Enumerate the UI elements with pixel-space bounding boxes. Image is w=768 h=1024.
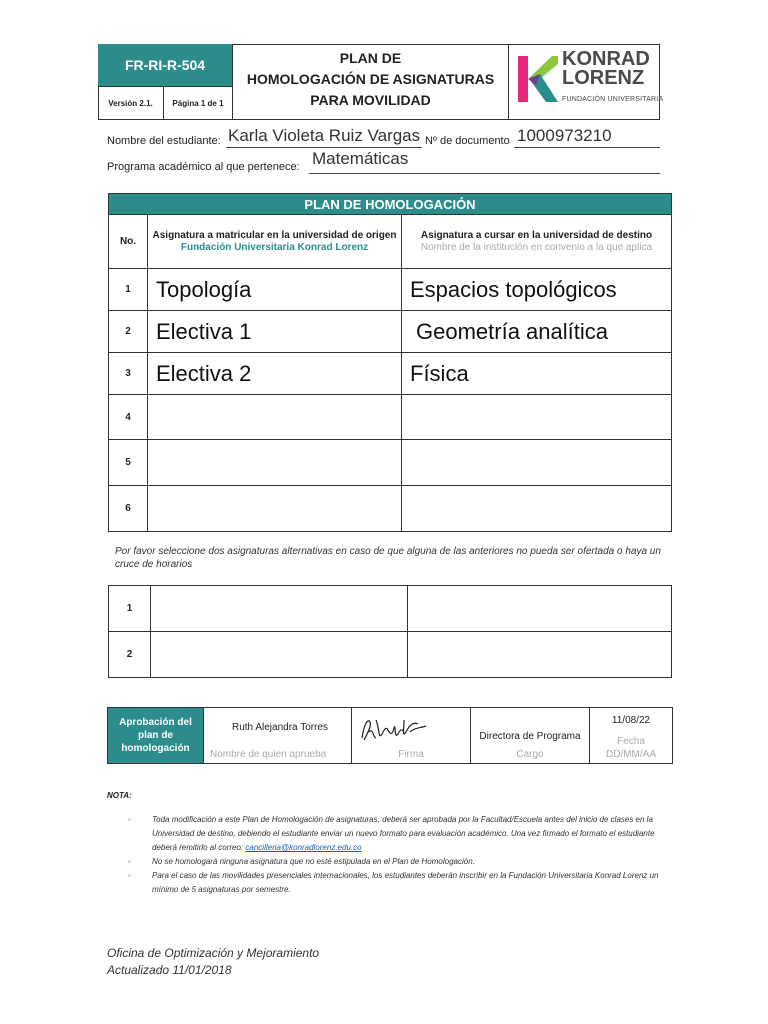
program-label: Programa académico al que pertenece: — [107, 161, 300, 173]
table-row — [109, 440, 672, 486]
plan-title: PLAN DE HOMOLOGACIÓN — [109, 194, 672, 215]
form-code: FR-RI-R-504 — [98, 44, 232, 86]
list-item: - Para el caso de las movilidades presenciales internacionales, los estudiantes deberán inscribir en la Fundación Universitaria Konrad Lorenz un mínimo de 5 asignaturas por semestre. — [128, 871, 659, 894]
table-row — [109, 632, 672, 678]
row-number: 4 — [109, 395, 148, 440]
date-value[interactable]: 11/08/22 — [611, 715, 651, 726]
date-cell — [590, 708, 673, 764]
table-row — [109, 269, 672, 311]
signature-cell — [352, 708, 471, 764]
underline — [514, 147, 660, 148]
table-row — [109, 586, 672, 632]
header-divider — [508, 44, 509, 120]
origin-subject[interactable] — [151, 632, 408, 678]
approver-cell — [204, 708, 352, 764]
row-number: 3 — [109, 353, 148, 395]
approval-label: Aprobación del plan de homologación — [108, 708, 204, 764]
approver-name-label: Nombre de quien aprueba — [210, 749, 327, 760]
nota-title: NOTA: — [107, 791, 132, 800]
list-item: - Toda modificación a este Plan de Homologación de asignaturas, deberá ser aprobada por la Facultad/Escuela antes del inicio de clases en la Universidad de destino, debiendo el estudiante enviar un nuevo formato para evaluación académico. Una vez firmado el formato el estudiante deberá remitirlo al correo: cancilleria@konradlorenz.edu.co — [128, 815, 655, 852]
logo-subtitle: FUNDACIÓN UNIVERSITARIA — [562, 96, 664, 103]
row-number: 1 — [109, 586, 151, 632]
form-page: Página 1 de 1 — [164, 86, 232, 120]
approver-name[interactable]: Ruth Alejandra Torres — [232, 722, 328, 733]
col-dest-header: Asignatura a cursar en la universidad de destino Nombre de la institución en convenio a la que aplica — [402, 215, 672, 269]
origin-subject[interactable] — [148, 440, 402, 486]
form-title: PLAN DE HOMOLOGACIÓN DE ASIGNATURAS PARA MOVILIDAD — [246, 50, 495, 108]
position-label: Cargo — [516, 749, 544, 760]
konrad-lorenz-logo-icon — [516, 52, 560, 106]
table-row — [109, 395, 672, 440]
row-number: 1 — [109, 269, 148, 311]
dest-subject[interactable]: Física — [402, 353, 672, 395]
list-item: - No se homologará ninguna asignatura que no esté estipulada en el Plan de Homologación. — [128, 857, 475, 866]
approval-table — [107, 707, 673, 764]
homologation-table — [108, 193, 672, 532]
dest-subject[interactable]: Geometría analítica — [402, 311, 672, 353]
underline — [309, 173, 660, 174]
dest-subject[interactable] — [402, 440, 672, 486]
position-cell — [471, 708, 590, 764]
dest-subject[interactable] — [408, 632, 672, 678]
origin-subject[interactable] — [148, 486, 402, 532]
dest-subject[interactable]: Espacios topológicos — [402, 269, 672, 311]
row-number: 2 — [109, 311, 148, 353]
table-row — [109, 486, 672, 532]
program-value[interactable]: Matemáticas — [312, 149, 409, 168]
col-origin-header: Asignatura a matricular en la universidad de origen Fundación Universitaria Konrad Lorenz — [148, 215, 402, 269]
dest-subject[interactable] — [402, 395, 672, 440]
footer: Oficina de Optimización y Mejoramiento Actualizado 11/01/2018 — [107, 946, 320, 977]
email-link[interactable]: cancilleria@konradlorenz.edu.co — [245, 843, 362, 852]
row-number: 5 — [109, 440, 148, 486]
document-label: Nº de documento — [425, 135, 510, 147]
row-number: 6 — [109, 486, 148, 532]
row-number: 2 — [109, 632, 151, 678]
date-format: DD/MM/AA — [606, 749, 656, 760]
origin-subject[interactable]: Electiva 1 — [148, 311, 402, 353]
origin-subject[interactable]: Topología — [148, 269, 402, 311]
position-value[interactable]: Directora de Programa — [479, 731, 581, 742]
alternatives-note: Por favor seleccione dos asignaturas alternativas en caso de que alguna de las anteriores no pueda ser ofertada o haya un cruce de horarios — [115, 546, 661, 570]
underline — [226, 147, 422, 148]
origin-subject[interactable]: Electiva 2 — [148, 353, 402, 395]
table-row — [109, 353, 672, 395]
student-name-value[interactable]: Karla Violeta Ruiz Vargas — [228, 126, 421, 145]
alternatives-table — [108, 585, 672, 678]
nota-list — [128, 813, 668, 897]
logo-wordmark: KONRAD LORENZ — [562, 48, 650, 89]
student-name-label: Nombre del estudiante: — [107, 135, 221, 147]
origin-subject[interactable] — [151, 586, 408, 632]
col-no-header: No. — [109, 215, 148, 269]
form-version: Versión 2.1. — [98, 86, 164, 120]
origin-subject[interactable] — [148, 395, 402, 440]
document-value[interactable]: 1000973210 — [517, 126, 612, 145]
date-label: Fecha — [617, 736, 645, 747]
table-row — [109, 311, 672, 353]
signature-label: Firma — [398, 749, 424, 760]
dest-subject[interactable] — [402, 486, 672, 532]
signature-icon — [358, 714, 430, 744]
dest-subject[interactable] — [408, 586, 672, 632]
